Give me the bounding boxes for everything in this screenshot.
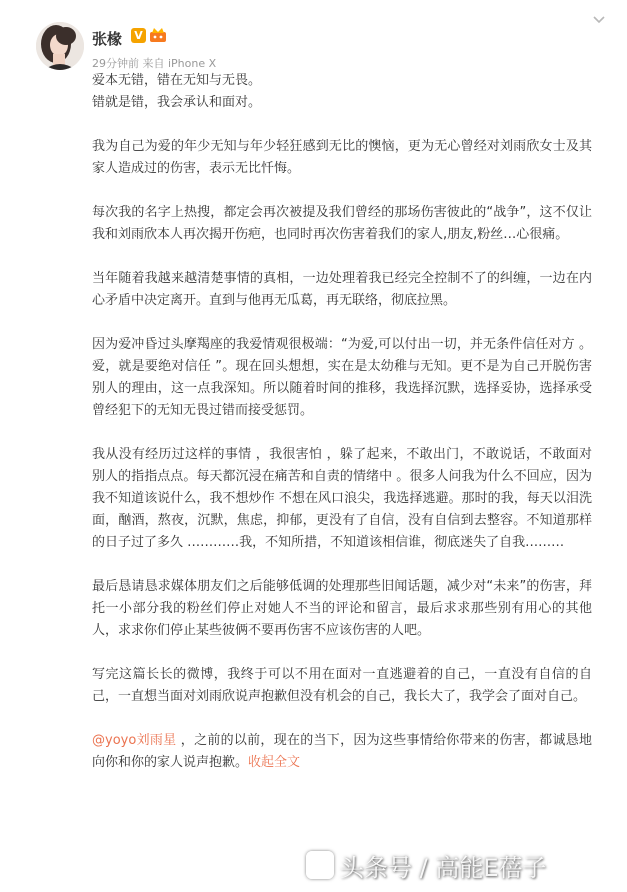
post-line: 错就是错，我会承认和面对。 (92, 95, 262, 110)
watermark-text: 头条号 / 高能E蓓子 (340, 853, 547, 882)
post-paragraph: 最后恳请恳求媒体朋友们之后能够低调的处理那些旧闻话题，减少对“未来”的伤害，拜托一小部分我的粉丝们停止对她人不当的评论和留言，最后求求那些别有用心的其他人，求求你们停止某些彼俩不要再伤害不应该伤害的人吧。 (92, 579, 592, 638)
post-paragraph: 我从没有经历过这样的事情 ，我很害怕 ，躲了起来，不敢出门，不敢说话，不敢面对别人的指指点点。每天都沉浸在痛苦和自责的情绪中 。很多人问我为什么不回应，因为我不知道该说什么，我不想炒作 不想在风口浪尖，我选择逃避。那时的我，每天以泪洗面，酗酒，熬夜，沉默，焦虑，抑郁，更没有了自信，没有自信到去整容。不知道那样的日子过了多久 …………我，不知所措，不知道该相信谁，彻底迷失了自我……… (92, 447, 592, 550)
verified-badge-icon: V (131, 28, 146, 43)
post-paragraph: 当年随着我越来越清楚事情的真相，一边处理着我已经完全控制不了的纠缠，一边在内心矛盾中决定离开。直到与他再无瓜葛，再无联络，彻底拉黑。 (92, 271, 592, 308)
toutiao-logo-icon (306, 851, 334, 879)
post-paragraph: 写完这篇长长的微博，我终于可以不用在面对一直逃避着的自己，一直没有自信的自己，一直想当面对刘雨欣说声抱歉但没有机会的自己，我长大了，我学会了面对自己。 (92, 667, 592, 704)
post-line: 爱本无错，错在无知与无畏。 (92, 73, 262, 88)
member-crown-icon (149, 27, 167, 43)
avatar-image (36, 22, 84, 70)
watermark (306, 848, 547, 882)
post-final-paragraph (92, 730, 592, 774)
post-meta: 29分钟前 来自 iPhone X (92, 57, 217, 70)
post-paragraph: 因为爱冲昏过头摩羯座的我爱情观很极端：“为爱,可以付出一切，并无条件信任对方 。爱，就是要绝对信任 ”。现在回头想想，实在是太幼稚与无知。更不是为自己开脱伤害别人的理由，这一点我深知。所以随着时间的推移，我选择沉默，选择妥协，选择承受曾经犯下的无知无畏过错而接受惩罚。 (92, 337, 592, 418)
avatar[interactable] (36, 22, 84, 70)
username[interactable]: 张椽 (92, 30, 123, 48)
collapse-link[interactable]: 收起全文 (248, 755, 301, 770)
mention-link[interactable]: @yoyo刘雨星 (92, 733, 177, 748)
post-content (92, 70, 592, 774)
post-paragraph: 我为自己为爱的年少无知与年少轻狂感到无比的懊恼，更为无心曾经对刘雨欣女士及其家人造成过的伤害，表示无比忏悔。 (92, 139, 592, 176)
chevron-down-icon[interactable] (592, 14, 606, 26)
final-text: ，之前的以前，现在的当下，因为这些事情给你带来的伤害，都诚恳地向你和你的家人说声抱歉。 (92, 733, 592, 770)
post-paragraph: 每次我的名字上热搜，都定会再次被提及我们曾经的那场伤害彼此的“战争”，这不仅让我和刘雨欣本人再次揭开伤疤，也同时再次伤害着我们的家人,朋友,粉丝…心很痛。 (92, 205, 592, 242)
